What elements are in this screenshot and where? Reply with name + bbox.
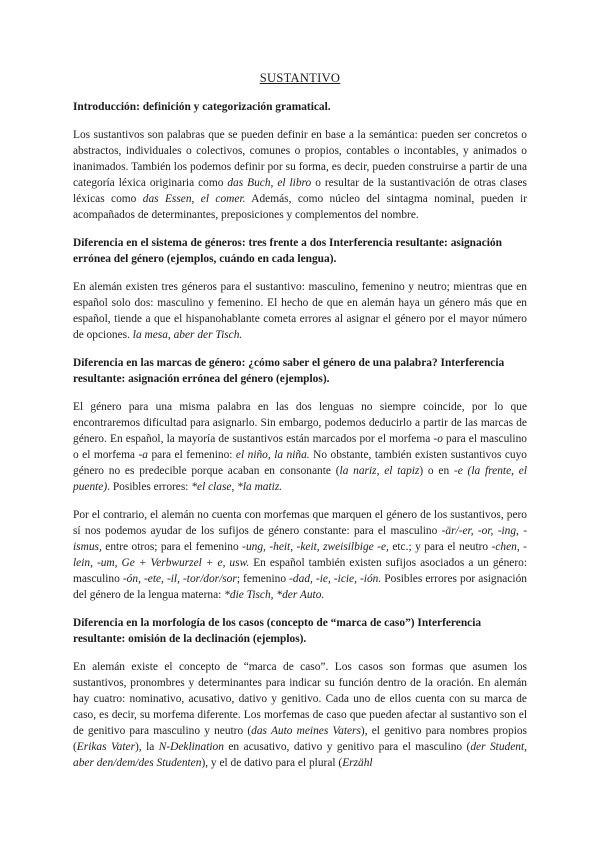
section-heading-case-morphology: Diferencia en la morfología de los casos (concepto de “marca de caso”) Interferencia resultante: omisión de la declinación (ejemplos). [73, 617, 482, 645]
section-heading-gender-system: Diferencia en el sistema de géneros: tres frente a dos Interferencia resultante: asignación errónea del género (ejemplos, cuándo en cada lengua). [73, 237, 502, 265]
paragraph-introduction: Los sustantivos son palabras que se pueden definir en base a la semántica: pueden ser concretos o abstractos, individuales o colectivos, comunes o propios, contables o incontables, y animados o inanimados. También los podemos definir por su forma, es decir, pueden construirse a partir de una categoría léxica originaria como das Buch, el libro o resultar de la sustantivación de otras clases léxicas como das Essen, el comer. Además, como núcleo del sintagma nominal, pueden ir acompañados de determinantes, preposiciones y complementos del nombre. [73, 129, 527, 221]
section-heading-introduction: Introducción: definición y categorización gramatical. [73, 101, 331, 113]
paragraph-gender-marks-german: Por el contrario, el alemán no cuenta con morfemas que marquen el género de los sustantivos, pero sí nos podemos ayudar de los sufijos de género constante: para el masculino -är/-er, -or, -ing, -ismus, entre otros; para el femenino -ung, -heit, -keit, zweisilbige -e, etc.; y para el neutro -chen, -lein, -um, Ge + Verbwurzel + e, usw. En español también existen sufijos asociados a un género: masculino -ón, -ete, -il, -tor/dor/sor; femenino -dad, -ie, -icie, -ión. Posibles errores por asignación del género de la lengua materna: *die Tisch, *der Auto. [73, 509, 528, 601]
section-heading-gender-marks: Diferencia en las marcas de género: ¿cómo saber el género de una palabra? Interferencia resultante: asignación errónea del género (ejemplos). [73, 357, 505, 385]
paragraph-gender-marks-spanish: El género para una misma palabra en las dos lenguas no siempre coincide, por lo que encontraremos dificultad para asignarlo. Sin embargo, podemos deducirlo a partir de las marcas de género. En español, la mayoría de sustantivos están marcados por el morfema -o para el masculino o el morfema -a para el femenino: el niño, la niña. No obstante, también existen sustantivos cuyo género no es predecible porque acaban en consonante (la nariz, el tapiz) o en -e (la frente, el puente). Posibles errores: *el clase, *la matiz. [73, 401, 528, 493]
paragraph-gender-system: En alemán existen tres géneros para el sustantivo: masculino, femenino y neutro; mientras que en español solo dos: masculino y femenino. El hecho de que en alemán haya un género más que en español, tiende a que el hispanohablante cometa errores al asignar el género por el mayor número de opciones. la mesa, aber der Tisch. [73, 281, 527, 341]
paragraph-case-morphology: En alemán existe el concepto de “marca de caso”. Los casos son formas que asumen los sustantivos, pronombres y determinantes para indicar su función dentro de la oración. En alemán hay cuatro: nominativo, acusativo, dativo y genitivo. Cada uno de ellos cuenta con su marca de caso, es decir, su morfema diferente. Los morfemas de caso que pueden afectar al sustantivo son el de genitivo para masculino y neutro (das Auto meines Vaters), el genitivo para nombres propios (Erikas Vater), la N-Deklination en acusativo, dativo y genitivo para el masculino (der Student, aber den/dem/des Studenten), y el de dativo para el plural (Erzähl [73, 661, 527, 769]
document-page [73, 70, 527, 771]
document-title: SUSTANTIVO [259, 71, 341, 85]
